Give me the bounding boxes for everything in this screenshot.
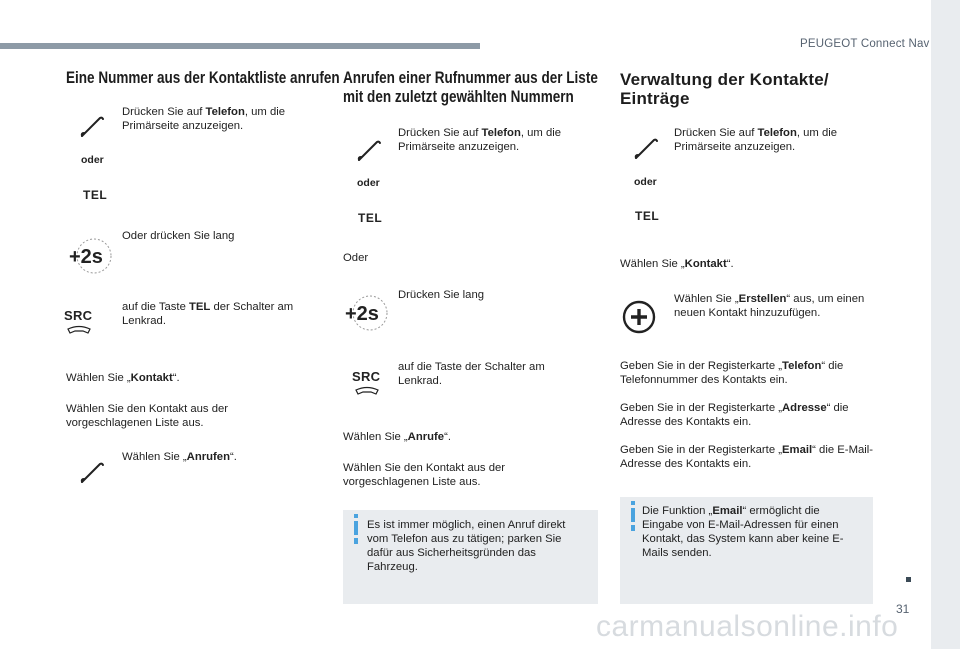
svg-text:+2s: +2s: [345, 303, 379, 325]
info-icon: [631, 501, 635, 505]
col3-tab-phone: Geben Sie in der Registerkarte „Telefon“ die Telefonnummer des Kontakts ein.: [620, 360, 844, 386]
page-marker: [906, 577, 911, 582]
info-icon: [354, 514, 358, 518]
svg-text:+2s: +2s: [69, 246, 103, 268]
col2-step2: Drücken Sie lang: [398, 289, 485, 301]
long-press-2s-icon: [68, 236, 114, 276]
col1-choose: Wählen Sie den Kontakt aus der vorgeschlagenen Liste aus.: [66, 403, 229, 429]
col2-oder: Oder: [343, 252, 369, 264]
col2-step3: auf die Taste der Schalter am Lenkrad.: [398, 361, 545, 387]
oder-label: oder: [81, 154, 104, 166]
col3-step1: Drücken Sie auf Telefon, um die Primärseite anzuzeigen.: [674, 127, 838, 153]
handset-hangup-icon: [352, 385, 382, 397]
long-press-2s-icon: [344, 293, 390, 333]
col2-heading-line1: Anrufen einer Rufnummer aus der Liste: [343, 69, 598, 87]
col3-tab-email: Geben Sie in der Registerkarte „Email“ die E-Mail-Adresse des Kontakts ein.: [620, 444, 874, 470]
src-key-label: SRC: [352, 369, 381, 384]
col2-heading-line2: mit den zuletzt gewählten Nummern: [343, 88, 574, 106]
col3-info-text: Die Funktion „Email“ ermöglicht die Eingabe von E-Mail-Adressen für einen Kontakt, das System kann aber keine E-Mails senden.: [642, 505, 844, 559]
steering-src-icon: [352, 369, 382, 402]
col1-step1: Drücken Sie auf Telefon, um die Primärseite anzuzeigen.: [122, 106, 286, 132]
tel-key-label: TEL: [635, 209, 660, 223]
header-bar: [0, 43, 480, 49]
handset-hangup-icon: [64, 324, 94, 336]
oder-label: oder: [634, 176, 657, 188]
col1-step2: Oder drücken Sie lang: [122, 230, 235, 242]
phone-handset-icon: [80, 460, 106, 486]
phone-handset-icon: [357, 138, 383, 164]
steering-src-icon: [64, 308, 94, 341]
col2-choose: Wählen Sie den Kontakt aus der vorgeschlagenen Liste aus.: [343, 462, 506, 488]
src-key-label: SRC: [64, 308, 93, 323]
col2-step1: Drücken Sie auf Telefon, um die Primärseite anzuzeigen.: [398, 127, 562, 153]
watermark: carmanualsonline.info: [596, 610, 899, 643]
page-side-strip: [931, 0, 960, 649]
col1-step3: auf die Taste TEL der Schalter am Lenkrad.: [122, 301, 294, 327]
phone-handset-icon: [634, 136, 660, 162]
col2-select-calls: Wählen Sie „Anrufe“.: [343, 431, 451, 443]
col3-info-box: [620, 497, 873, 604]
oder-label: oder: [357, 177, 380, 189]
tel-key-label: TEL: [83, 188, 108, 202]
col3-tab-address: Geben Sie in der Registerkarte „Adresse“ die Adresse des Kontakts ein.: [620, 402, 849, 428]
col2-info-box: [343, 510, 598, 604]
col1-call: Wählen Sie „Anrufen“.: [122, 451, 237, 463]
add-contact-plus-icon: [622, 300, 656, 334]
col3-heading-line2: Einträge: [620, 89, 690, 108]
col2-info-text: Es ist immer möglich, einen Anruf direkt vom Telefon aus zu tätigen; parken Sie dafür aus Sicherheitsgründen das Fahrzeug.: [367, 519, 566, 573]
col1-select-contact: Wählen Sie „Kontakt“.: [66, 372, 180, 384]
tel-key-label: TEL: [358, 211, 383, 225]
phone-handset-icon: [80, 114, 106, 140]
col3-create: Wählen Sie „Erstellen“ aus, um einen neuen Kontakt hinzuzufügen.: [674, 293, 865, 319]
brand-label: PEUGEOT Connect Nav: [800, 38, 930, 50]
col3-select-contact: Wählen Sie „Kontakt“.: [620, 258, 734, 270]
col3-heading-line1: Verwaltung der Kontakte/: [620, 70, 829, 89]
col1-heading: Eine Nummer aus der Kontaktliste anrufen: [66, 69, 340, 87]
page-number: 31: [896, 602, 910, 616]
